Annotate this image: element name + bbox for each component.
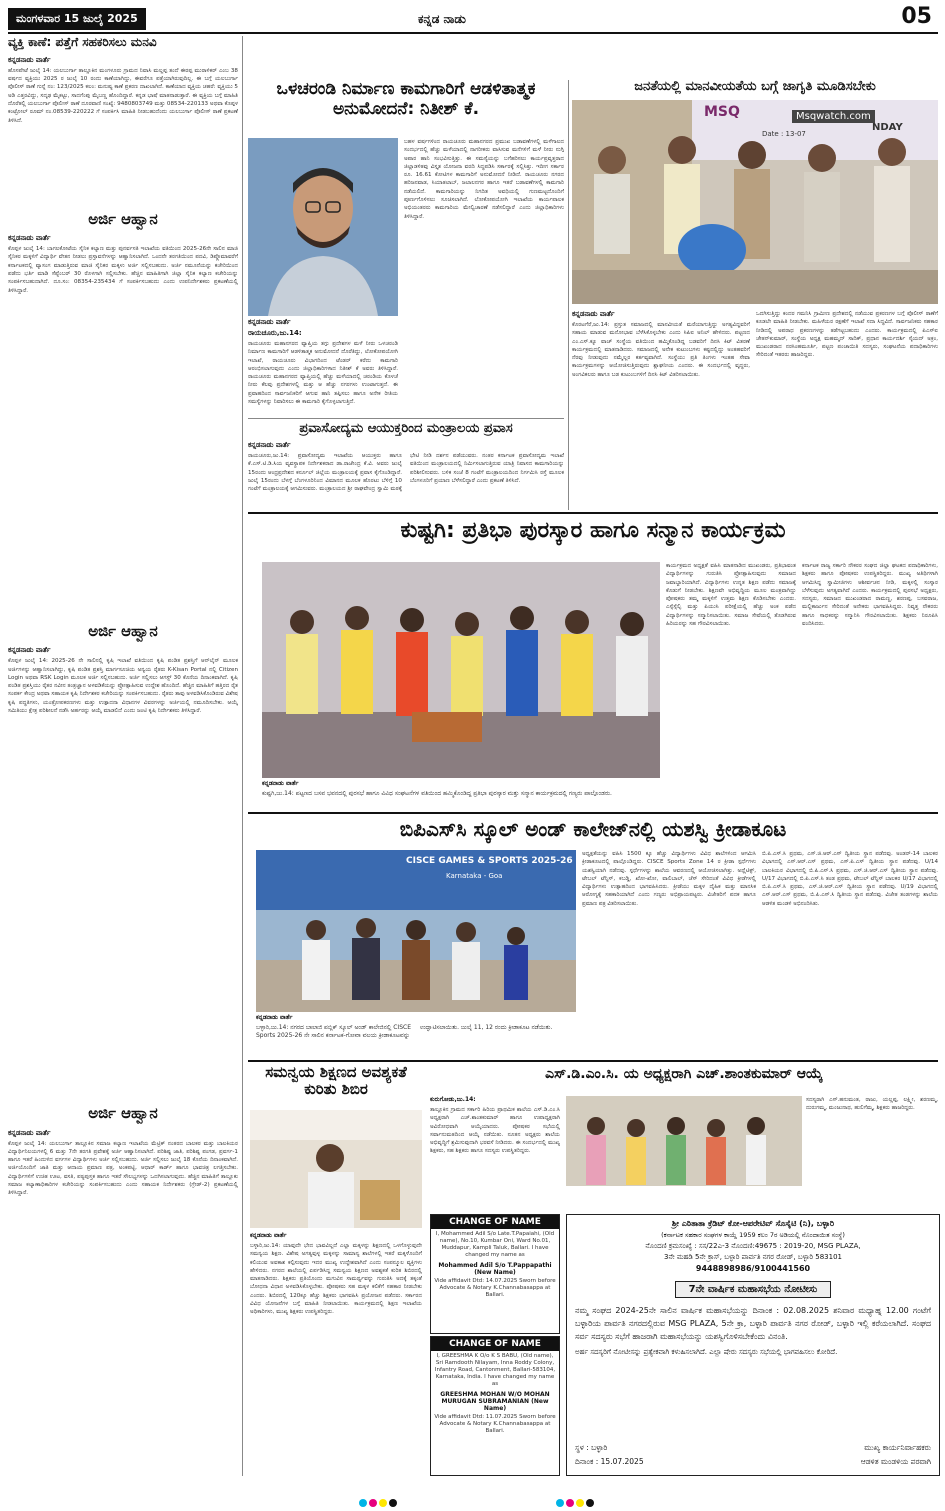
official-portrait: [248, 138, 398, 316]
notice-agenda: ಅರ್ಹ ಸದಸ್ಯರಿಗೆ ನೋಟೀಸನ್ನು ಪ್ರತ್ಯೇಕವಾಗಿ ಕಳುಹಿಸಲಾಗಿದೆ. ಎಲ್ಲಾ ಷೇರು ಸದಸ್ಯರು ಸಭೆಯಲ್ಲಿ ಭಾಗವಹಿಸಲು ಕೋರಿದೆ.: [575, 1348, 838, 1356]
society-act: (ಕರ್ನಾಟಕ ಸಹಕಾರ ಸಂಘಗಳ ಕಾಯ್ದೆ 1959 ಕಲಂ 7ರ ಅಡಿಯಲ್ಲಿ ನೊಂದಾಯಿತ ಸಂಸ್ಥೆ): [661, 1231, 845, 1239]
notice-body: ನಮ್ಮ ಸಂಘದ 2024-25ನೇ ಸಾಲಿನ ವಾರ್ಷಿಕ ಮಹಾಸಭೆಯನ್ನು ದಿನಾಂಕ : 02.08.2025 ಶನಿವಾರ ಮಧ್ಯಾಹ್ನ 12.00 ಗಂಟೆಗೆ ಬಳ್ಳಾರಿಯ ಪಾರ್ವತಿ ನಗರದಲ್ಲಿರುವ MSG PLAZA, 5ನೇ ಕ್ರಾ, ಬಳ್ಳಾರಿ ಪಾರ್ವತಿ ನಗರ ರೋಡ್, ಬಳ್ಳಾರಿ ಇಲ್ಲಿ ಕರೆಯಲಾಗಿದೆ. ಸಂಘದ ಸರ್ವ ಸದಸ್ಯರು ಸಭೆಗೆ ಹಾಜರಾಗಿ ಮಹಾಸಭೆಯನ್ನು ಯಶಸ್ವಿಗೊಳಿಸಬೇಕೆಂದು ವಿನಂತಿ.: [575, 1306, 931, 1341]
samanvaya-story: [248, 1064, 424, 1099]
missing-person-headline: ವ್ಯಕ್ತಿ ಕಾಣೆ: ಪತ್ತೆಗೆ ಸಹಕರಿಸಲು ಮನವಿ: [8, 35, 157, 49]
kushtagi-col-b: [802, 562, 938, 802]
kushtagi-headline: ಕುಷ್ಟಗಿ: ಪ್ರತಿಭಾ ಪುರಸ್ಕಾರ ಹಾಗೂ ಸನ್ಮಾನ ಕಾರ್ಯಕ್ರಮ: [400, 518, 786, 543]
sdmc-members: ಸದಸ್ಯರಾಗಿ ಎಸ್.ಹನುಮಂತ, ರಾಜು, ಯಲ್ಲಪ್ಪ, ಲಕ್ಷ್ಮೀ, ಶರಣಮ್ಮ, ದುರುಗಮ್ಮ, ಮಂಜುನಾಥ, ಹುಲಿಗೆಮ್ಮ, ಶಿಕ್ಷಕರು ಹಾಜರಿದ್ದರು.: [806, 1097, 938, 1112]
page-header: [8, 4, 938, 30]
kushtagi-photo: [262, 562, 660, 778]
sdmc-story: [430, 1066, 938, 1082]
ad-title: CHANGE OF NAME: [431, 1215, 559, 1229]
society-name: ಶ್ರೀ ಎಠಿತಾತಾ ಕ್ರೆಡಿಟ್ ಕೋ-ಆಪರೇಟಿವ್ ಸೊಸೈಟಿ (ನಿ), ಬಳ್ಳಾರಿ: [671, 1219, 835, 1228]
byline: ಕನ್ನಡನಾಡು ವಾರ್ತೆ: [8, 646, 51, 655]
drainage-left-text: [248, 318, 398, 424]
ad-title: CHANGE OF NAME: [431, 1337, 559, 1351]
photo-caption: ಕನ್ನಡನಾಡು ವಾರ್ತೆ: [248, 318, 291, 326]
application-headline-3: ಅರ್ಜಿ ಆಹ್ವಾನ: [88, 1104, 158, 1123]
left-column: [8, 36, 238, 1476]
samanvaya-headline: ಸಮನ್ವಯ ಶಿಕ್ಷಣದ ಅವಶ್ಯಕತೆ ಕುರಿತು ಶಿಬಿರ: [265, 1063, 407, 1099]
byline: ಕನ್ನಡನಾಡು ವಾರ್ತೆ: [250, 1232, 287, 1239]
date-line: ಮಂಗಳವಾರ 15 ಜುಲೈ 2025: [8, 8, 146, 30]
banner-brand: MSQ: [704, 104, 740, 120]
ad-body: I, Mohammed Adil S/o Late.T.Papaiahi, (Old name), No.10, Kumbar Oni, Ward No.01, Muddapur, Kampli Taluk, Ballari. I have changed my name as: [435, 1231, 555, 1258]
notice-date: ದಿನಾಂಕ : 15.07.2025: [575, 1457, 644, 1466]
application-body-2: ಕೊಪ್ಪಳ ಜುಲೈ 14: 2025-26 ನೇ ಸಾಲಿನಲ್ಲಿ ಕೃಷಿ ಇಲಾಖೆ ವತಿಯಿಂದ ಕೃಷಿ ಪಂಡಿತ ಪ್ರಶಸ್ತಿಗೆ ಆನ್‌ಲೈನ್ ಮೂಲಕ ಅರ್ಜಿಗಳನ್ನು ಆಹ್ವಾನಿಸಲಾಗಿದ್ದು, ಕೃಷಿ ಪಂಡಿತ ಪ್ರಶಸ್ತಿ ಮಾರ್ಗಸೂಚಿಯ ಅನ್ವಯ ರೈತರು K-Kisan Portal ನಲ್ಲಿ Citizen Login ಅಥವಾ RSK Login ಮೂಲಕ ಅರ್ಜಿ ಸಲ್ಲಿಸಬಹುದು. ಅರ್ಜಿ ಸಲ್ಲಿಸಲು ಆಗಸ್ಟ್ 30 ಕೊನೆಯ ದಿನಾಂಕವಾಗಿದೆ. ಕೃಷಿ ಪಂಡಿತ ಪ್ರಶಸ್ತಿಯು ರೈತರ ನವೀನ ತಂತ್ರಜ್ಞಾನ ಅಳವಡಿಕೆಯನ್ನು ಪ್ರೋತ್ಸಾಹಿಸುವ ಉದ್ದೇಶ ಹೊಂದಿದೆ. ಹೆಚ್ಚಿನ ಮಾಹಿತಿಗೆ ಹತ್ತಿರದ ರೈತ ಸಂಪರ್ಕ ಕೇಂದ್ರ ಅಥವಾ ಸಹಾಯಕ ಕೃಷಿ ನಿರ್ದೇಶಕರ ಕಚೇರಿಯನ್ನು ಸಂಪರ್ಕಿಸಬಹುದು. ರೈತರು ತಾವು ಅಳವಡಿಸಿಕೊಂಡಿರುವ ವಿಶೇಷ ಕೃಷಿ ಪದ್ಧತಿಗಳು, ಯಂತ್ರೋಪಕರಣಗಳು ಮತ್ತು ಉತ್ಪಾದನಾ ವಿಧಾನಗಳ ವಿವರಗಳನ್ನು ಅರ್ಜಿಯಲ್ಲಿ ನಮೂದಿಸಬೇಕು. ಆಯ್ಕೆ ಸಮಿತಿಯು ಕ್ಷೇತ್ರ ಪರಿಶೀಲನೆ ನಡೆಸಿ ಅರ್ಹರನ್ನು ಆಯ್ಕೆ ಮಾಡಲಿದೆ ಎಂದು ಜಂಟಿ ಕೃಷಿ ನಿರ್ದೇಶಕರು ತಿಳಿಸಿದ್ದಾರೆ.: [8, 658, 238, 715]
samanvaya-text: [250, 1232, 422, 1466]
divider: [248, 418, 564, 419]
application-headline-1: ಅರ್ಜಿ ಆಹ್ವಾನ: [88, 209, 158, 228]
drainage-body-b: ಬಹಳ ವರ್ಷಗಳಿಂದ ರಾಯಚೂರು ಮಹಾನಗರದ ಪ್ರಮುಖ ಬಡಾವಣೆಗಳಲ್ಲಿ ಮಳೆಗಾಲದ ಸಂದರ್ಭದಲ್ಲಿ ಹೆಚ್ಚು ಮಳೆಯಾದಲ್ಲಿ ನಾಗರೀಕರು ವಾಸಿಸುವ ಮನೆಗಳಿಗೆ ಮಳೆ ನೀರು ನುಗ್ಗಿ ಅಪಾರ ಹಾನಿ ಸಂಭವಿಸುತ್ತಿತ್ತು. ಈ ಸಮಸ್ಯೆಯನ್ನು ಬಗೆಹರಿಸಲು ಕಾರ್ಯಪ್ರವೃತ್ತರಾದ ಜಿಲ್ಲಾಡಳಿತವು ವಿಸ್ತೃತ ಯೋಜನಾ ವರದಿ ಸಿದ್ಧಪಡಿಸಿ ಸರ್ಕಾರಕ್ಕೆ ಸಲ್ಲಿಸಿತ್ತು. ಇದೀಗ ಸರ್ಕಾರ ರೂ. 16.61 ಕೋಟಿಗಳ ಕಾಮಗಾರಿಗೆ ಅನುಮೋದನೆ ನೀಡಿದೆ. ರಾಯಚೂರು ನಗರದ ಹರಿಜನವಾಡ, ಸಿಯಾತಲಾಬ್, ಜಲಾಲನಗರ ಹಾಗೂ ಇತರೆ ಬಡಾವಣೆಗಳಲ್ಲಿ ಕಾಮಗಾರಿ ನಡೆಯಲಿದೆ. ಕಾಮಗಾರಿಯನ್ನು ನಿಗದಿತ ಅವಧಿಯಲ್ಲಿ ಗುಣಮಟ್ಟದೊಂದಿಗೆ ಪೂರ್ಣಗೊಳಿಸಲು ಸೂಚಿಸಲಾಗಿದೆ. ಲೋಕೋಪಯೋಗಿ ಇಲಾಖೆಯ ಕಾರ್ಯಪಾಲಕ ಅಭಿಯಂತರರು ಕಾಮಗಾರಿಯ ಮೇಲ್ವಿಚಾರಣೆ ನಡೆಸಲಿದ್ದಾರೆ ಎಂದು ಜಿಲ್ಲಾಧಿಕಾರಿಗಳು ತಿಳಿಸಿದ್ದಾರೆ.: [404, 139, 564, 220]
byline: ಕನ್ನಡನಾಡು ವಾರ್ತೆ: [8, 55, 51, 64]
section-rule: [248, 512, 938, 514]
byline: ಕನ್ನಡನಾಡು ವಾರ್ತೆ: [262, 780, 299, 787]
humanity-photo: [572, 100, 938, 304]
application-headline-2: ಅರ್ಜಿ ಆಹ್ವಾನ: [88, 622, 158, 641]
ad-footer: Vide affidavit Dtd: 14.07.2025 Sworn before Advocate & Notary K.Channabasappa at Ballari.: [434, 1278, 556, 1298]
sports-body-a: ಅಧ್ಯಕ್ಷತೆಯನ್ನು ವಹಿಸಿ 1500 ಕ್ಕೂ ಹೆಚ್ಚು ವಿದ್ಯಾರ್ಥಿಗಳು ವಿವಿಧ ಶಾಲೆಗಳಿಂದ ಆಗಮಿಸಿ ಕ್ರೀಡಾಕೂಟದಲ್ಲಿ ಪಾಲ್ಗೊಂಡಿದ್ದರು. CISCE Sports Zone 14 ರ ಕ್ರೀಡಾ ಸ್ಪರ್ಧೆಗಳು ಯಶಸ್ವಿಯಾಗಿ ನಡೆದವು. ಸ್ಪರ್ಧೆಗಳನ್ನು ಶಾಲೆಯ ಆವರಣದಲ್ಲಿ ಆಯೋಜಿಸಲಾಗಿತ್ತು. ಅಥ್ಲೆಟಿಕ್ಸ್, ಟೇಬಲ್ ಟೆನ್ನಿಸ್, ಕಬಡ್ಡಿ, ಖೋ-ಖೋ, ವಾಲಿಬಾಲ್, ಚೆಸ್ ಸೇರಿದಂತೆ ವಿವಿಧ ಕ್ರೀಡೆಗಳಲ್ಲಿ ವಿದ್ಯಾರ್ಥಿಗಳು ಉತ್ಸಾಹದಿಂದ ಭಾಗವಹಿಸಿದರು. ಕ್ರೀಡೆಯು ಮಕ್ಕಳ ದೈಹಿಕ ಮತ್ತು ಮಾನಸಿಕ ಆರೋಗ್ಯಕ್ಕೆ ಸಹಕಾರಿಯಾಗಿದೆ ಎಂದು ಗಣ್ಯರು ಅಭಿಪ್ರಾಯಪಟ್ಟರು. ವಿಜೇತರಿಗೆ ಪದಕ ಹಾಗೂ ಪ್ರಮಾಣ ಪತ್ರ ವಿತರಿಸಲಾಯಿತು.: [582, 851, 756, 907]
samanvaya-photo: [250, 1110, 422, 1228]
missing-person-body: ಹೊಸಪೇಟೆ ಜುಲೈ 14: ಯಲಬುರ್ಗಾ ತಾಲ್ಲೂಕಿನ ಮಂಗಳೂರು ಗ್ರಾಮದ ನಿವಾಸಿ ಮಲ್ಲಪ್ಪ ತಂದೆ ಈರಪ್ಪ ಮುರಾಳಿಕರ್ ಎಂಬ 38 ವರ್ಷದ ವ್ಯಕ್ತಿಯು 2025 ರ ಜುಲೈ 10 ರಂದು ಕಾಣೆಯಾಗಿದ್ದು, ಈವರೆಗೂ ಪತ್ತೆಯಾಗಿರುವುದಿಲ್ಲ. ಈ ಬಗ್ಗೆ ಯಲಬುರ್ಗಾ ಪೊಲೀಸ್ ಠಾಣೆ ಗುನ್ನೆ ನಂ: 123/2025 ಕಲಂ: ಮನುಷ್ಯ ಕಾಣೆ ಪ್ರಕರಣ ದಾಖಲಾಗಿದೆ. ಕಾಣೆಯಾದ ವ್ಯಕ್ತಿಯ ಚಹರೆ: ವ್ಯಕ್ತಿಯು 5 ಅಡಿ ಎತ್ತರವಿದ್ದು, ಸದೃಢ ಮೈಕಟ್ಟು, ಸಾದಗೆಂಪು ಮೈಬಣ್ಣ ಹೊಂದಿದ್ದಾರೆ. ಕನ್ನಡ ಭಾಷೆ ಮಾತನಾಡುತ್ತಾರೆ. ಈ ವ್ಯಕ್ತಿಯ ಬಗ್ಗೆ ಮಾಹಿತಿ ದೊರೆತಲ್ಲಿ ಯಲಬುರ್ಗಾ ಪೊಲೀಸ್ ಠಾಣೆ ದೂರವಾಣಿ ಸಂಖ್ಯೆ: 9480803749 ಮತ್ತು 08534-220133 ಅಥವಾ ಕೊಪ್ಪಳ ಕಂಟ್ರೋಲ್ ರೂಮ್ ನಂ.08539-220222 ಗೆ ಸಂಪರ್ಕಿಸಿ ಮಾಹಿತಿ ನೀಡಬಹುದೆಂದು ಯಲಬುರ್ಗಾ ಪೊಲೀಸ್ ಠಾಣೆ ಪ್ರಕಟಣೆ ತಿಳಿಸಿದೆ.: [8, 67, 238, 124]
banner-subtitle: Karnataka - Goa: [446, 872, 503, 880]
sports-photo: [256, 850, 576, 1012]
ad-new-name: Mohammed Adil S/o T.Pappapathi (New Name): [438, 1262, 552, 1276]
drainage-headline: ಒಳಚರಂಡಿ ನಿರ್ಮಾಣ ಕಾಮಗಾರಿಗೆ ಆಡಳಿತಾತ್ಮಕ ಅನುಮೋದನೆ: ನಿತೀಶ್ ಕೆ.: [276, 79, 536, 119]
drainage-body-a: ರಾಯಚೂರು ಮಹಾನಗರದ ವ್ಯಾಪ್ತಿಯ ತಗ್ಗು ಪ್ರದೇಶಗಳ ಮಳೆ ನೀರು ಒಳಚರಂಡಿ ನಿರ್ಮಾಣ ಕಾಮಗಾರಿಗೆ ಆಡಳಿತಾತ್ಮಕ ಅನುಮೋದನೆ ದೊರೆತಿದ್ದು, ಲೋಕೋಪಯೋಗಿ ಇಲಾಖೆ, ರಾಯಚೂರು ವಿಭಾಗದಿಂದ ಟೆಂಡರ್ ಕರೆದು ಕಾಮಗಾರಿ ಆರಂಭಿಸಲಾಗುವುದು ಎಂದು ಜಿಲ್ಲಾಧಿಕಾರಿಗಳಾದ ನಿತೀಶ್ ಕೆ ಅವರು ತಿಳಿಸಿದ್ದಾರೆ. ರಾಯಚೂರು ಮಹಾನಗರದ ವ್ಯಾಪ್ತಿಯಲ್ಲಿ ಹೆಚ್ಚು ಮಳೆಯಾದಲ್ಲಿ ಚರಂಡಿಯ ಕೊಳಚೆ ನೀರು ಕೆಲವು ಪ್ರದೇಶಗಳಲ್ಲಿ ಮತ್ತು ಆ ಹೆಚ್ಚು ನಗರಗಳು ಉಂಟಾಗುತ್ತದೆ. ಈ ಪ್ರವಾಹದಿಂದ ಸಾರ್ವಜನಿಕರಿಗೆ ಆಗುವ ಹಾನಿ ತಪ್ಪಿಸಲು ಹಾಗೂ ಅನೇಕ ರೀತಿಯ ಸಮಸ್ಯೆಗಳನ್ನು ನಿವಾರಿಸಲು ಈ ಕಾಮಗಾರಿ ಕೈಗೊಳ್ಳಲಾಗುತ್ತಿದೆ.: [248, 341, 398, 406]
sdmc-headline: ಎಸ್.ಡಿ.ಎಂ.ಸಿ. ಯ ಅಧ್ಯಕ್ಷರಾಗಿ ಎಚ್.ಶಾಂತಕುಮಾರ್ ಆಯ್ಕೆ: [545, 1066, 823, 1082]
sports-col-b: [762, 850, 938, 1054]
drainage-right-text: [404, 138, 564, 410]
society-phone: 9448898986/9100441560: [695, 1264, 811, 1273]
sdmc-text: [430, 1096, 560, 1196]
kushtagi-story: [248, 518, 938, 543]
agm-notice: [566, 1214, 940, 1476]
dateline: ಕುರುಗೋಡು,ಜು.14:: [430, 1096, 476, 1103]
ad-body: I, GREESHMA K O/o K S BABU, (Old name), Sri Ramdooth Nilayam, Inna Roddy Colony, Infantry Road, Cantonment, Ballari-583104, Karnataka, India. I have changed my name as: [434, 1353, 556, 1387]
sports-headline: ಬಿಪಿಎಸ್‌ಸಿ ಸ್ಕೂಲ್ ಅಂಡ್ ಕಾಲೇಜ್‌ನಲ್ಲಿ ಯಶಸ್ವಿ ಕ್ರೀಡಾಕೂಟ: [399, 817, 787, 841]
registration-marks: [358, 1492, 398, 1511]
humanity-left-text: [572, 310, 750, 507]
notice-signatory-2: ಆಡಳಿತ ಮಂಡಳಿಯ ಪರವಾಗಿ: [860, 1457, 931, 1466]
byline: ಕನ್ನಡನಾಡು ವಾರ್ತೆ: [8, 1128, 51, 1137]
column-divider: [568, 80, 569, 510]
application-body-1: ಕೊಪ್ಪಳ ಜುಲೈ 14: ಬಾಗಲಕೋಟೆಯ ಸೈನಿಕ ಕಲ್ಯಾಣ ಮತ್ತು ಪುನರ್ವಸತಿ ಇಲಾಖೆಯ ವತಿಯಿಂದ 2025-26ನೇ ಸಾಲಿನ ಮಾಜಿ ಸೈನಿಕರ ಮಕ್ಕಳಿಗೆ ವಿದ್ಯಾರ್ಥಿ ವೇತನ ನೀಡಲು ಪ್ರಸ್ತಾವನೆಗಳನ್ನು ಆಹ್ವಾನಿಸಲಾಗಿದೆ. ಒಂದನೇ ತರಗತಿಯಿಂದ ಪದವಿ, ಡಿಪ್ಲೊಮಾವರೆಗೆ ಕರ್ನಾಟಕದಲ್ಲಿ ವ್ಯಾಸಂಗ ಮಾಡುತ್ತಿರುವ ಮಾಜಿ ಸೈನಿಕರ ಮಕ್ಕಳು ಅರ್ಜಿ ಸಲ್ಲಿಸಬಹುದು. ಅರ್ಜಿ ನಮೂನೆಯನ್ನು ಕಚೇರಿಯಿಂದ ಪಡೆದು ಭರ್ತಿ ಮಾಡಿ ಸೆಪ್ಟೆಂಬರ್ 30 ರೊಳಗಾಗಿ ಸಲ್ಲಿಸಬೇಕು. ಹೆಚ್ಚಿನ ಮಾಹಿತಿಗಾಗಿ ಜಿಲ್ಲಾ ಸೈನಿಕ ಕಲ್ಯಾಣ ಕಚೇರಿಯನ್ನು ಸಂಪರ್ಕಿಸಬಹುದಾಗಿದೆ. ದೂ.ಸಂ: 08354-235434 ಗೆ ಸಂಪರ್ಕಿಸಬಹುದು ಎಂದು ಉಪನಿರ್ದೇಶಕರು ಪ್ರಕಟಣೆಯಲ್ಲಿ ತಿಳಿಸಿದ್ದಾರೆ.: [8, 246, 238, 294]
humanity-right-text: [756, 310, 938, 508]
group-photo: [566, 1096, 802, 1186]
notice-signatory-1: ಮುಖ್ಯ ಕಾರ್ಯನಿರ್ವಾಹಕರು: [864, 1443, 931, 1452]
samanvaya-body: ಬಳ್ಳಾರಿ,ಜು.14: ಯಾವುದೇ ಭೇದ ಭಾವವಿಲ್ಲದೆ ಎಲ್ಲಾ ಮಕ್ಕಳನ್ನು ಶಿಕ್ಷಣದಲ್ಲಿ ಒಳಗೊಳ್ಳುವುದೇ ಸಮನ್ವಯ ಶಿಕ್ಷಣ. ವಿಶೇಷ ಅಗತ್ಯವುಳ್ಳ ಮಕ್ಕಳನ್ನು ಸಾಮಾನ್ಯ ಶಾಲೆಗಳಲ್ಲಿ ಇತರೆ ಮಕ್ಕಳೊಂದಿಗೆ ಕಲಿಯುವ ಅವಕಾಶ ಕಲ್ಪಿಸುವುದು ಇದರ ಮುಖ್ಯ ಉದ್ದೇಶವಾಗಿದೆ ಎಂದು ಸಂಪನ್ಮೂಲ ವ್ಯಕ್ತಿಗಳು ಹೇಳಿದರು. ನಗರದ ಶಾಲೆಯಲ್ಲಿ ಏರ್ಪಡಿಸಿದ್ದ ಸಮನ್ವಯ ಶಿಕ್ಷಣದ ಅವಶ್ಯಕತೆ ಕುರಿತ ಶಿಬಿರದಲ್ಲಿ ಮಾತನಾಡಿದರು. ಶಿಕ್ಷಕರು ಪ್ರತಿಯೊಂದು ಮಗುವಿನ ಸಾಮರ್ಥ್ಯವನ್ನು ಗುರುತಿಸಿ ಅದಕ್ಕೆ ತಕ್ಕಂತೆ ಬೋಧನಾ ವಿಧಾನ ಅಳವಡಿಸಿಕೊಳ್ಳಬೇಕು. ಪೋಷಕರು ಸಹ ಮಕ್ಕಳ ಕಲಿಕೆಗೆ ಸಹಕಾರ ನೀಡಬೇಕು ಎಂದರು. ಶಿಬಿರದಲ್ಲಿ 120ಕ್ಕೂ ಹೆಚ್ಚು ಶಿಕ್ಷಕರು ಭಾಗವಹಿಸಿ ಪ್ರಯೋಜನ ಪಡೆದರು. ಸರ್ಕಾರದ ವಿವಿಧ ಯೋಜನೆಗಳ ಬಗ್ಗೆ ಮಾಹಿತಿ ನೀಡಲಾಯಿತು. ಕಾರ್ಯಕ್ರಮದಲ್ಲಿ ಶಿಕ್ಷಣ ಇಲಾಖೆಯ ಅಧಿಕಾರಿಗಳು, ಮುಖ್ಯ ಶಿಕ್ಷಕರು ಉಪಸ್ಥಿತರಿದ್ದರು.: [250, 1243, 422, 1316]
registration-marks: [555, 1492, 595, 1511]
kushtagi-body-b: ಕರ್ನಾಟಕ ರಾಜ್ಯ ಸರ್ಕಾರಿ ನೌಕರರ ಸಂಘದ ಜಿಲ್ಲಾ ಘಟಕದ ಪದಾಧಿಕಾರಿಗಳು, ಶಿಕ್ಷಕರು ಹಾಗೂ ಪೋಷಕರು ಉಪಸ್ಥಿತರಿದ್ದರು. ಮುಖ್ಯ ಅತಿಥಿಗಳಾಗಿ ಆಗಮಿಸಿದ್ದ ಸ್ವಾಮೀಜಿಗಳು ಆಶೀರ್ವಚನ ನೀಡಿ, ಮಕ್ಕಳಲ್ಲಿ ಸಂಸ್ಕಾರ ಬೆಳೆಸುವುದು ಅಗತ್ಯವಾಗಿದೆ ಎಂದರು. ಕಾರ್ಯಕ್ರಮದಲ್ಲಿ ಪುರಸಭೆ ಅಧ್ಯಕ್ಷರು, ಸದಸ್ಯರು, ಸಮಾಜದ ಮುಖಂಡರಾದ ರಾಮಣ್ಣ, ಶರಣಪ್ಪ, ಬಸವರಾಜ, ಮಲ್ಲಿಕಾರ್ಜುನ ಸೇರಿದಂತೆ ಅನೇಕರು ಭಾಗವಹಿಸಿದ್ದರು. ನಿವೃತ್ತ ನೌಕರರು ಹಾಗೂ ಸಾಧಕರನ್ನು ಸನ್ಮಾನಿಸಿ ಗೌರವಿಸಲಾಯಿತು. ಶಿಕ್ಷಕರು ನಿರೂಪಿಸಿ ವಂದಿಸಿದರು.: [802, 563, 938, 628]
notice-title: 7ನೇ ವಾರ್ಷಿಕ ಮಹಾಸಭೆಯ ನೋಟೀಸು: [675, 1281, 831, 1298]
section-rule: [248, 1060, 938, 1062]
society-reg: ನೊಂದಣಿ ಕ್ರಮಸಂಖ್ಯೆ : ಸಸ/22ಎ-3 ನೊಂದಣಿ:49675 : 2019-20, MSG PLAZA,: [645, 1242, 861, 1250]
banner-day: NDAY: [872, 122, 903, 133]
ad-new-name: GREESHMA MOHAN W/O MOHAN MURUGAN SUBRAMANIAN (New Name): [440, 1391, 550, 1412]
humanity-body-b: ಒದಗಿಸುತ್ತಿದ್ದು ಕಂದರ ಗಮನಿಸಿ ಗ್ರಾಮೀಣ ಪ್ರದೇಶದಲ್ಲಿ ನಡೆಯುವ ಪ್ರಕರಣಗಳ ಬಗ್ಗೆ ಪೊಲೀಸ್ ಠಾಣೆಗೆ ಕೂಡಲೇ ಮಾಹಿತಿ ನೀಡಬೇಕು. ಮಹಿಳೆಯರ ರಕ್ಷಣೆಗೆ ಇಲಾಖೆ ಸದಾ ಸಿದ್ಧವಿದೆ. ಸಾರ್ವಜನಿಕರು ಸಹಕಾರ ನೀಡಿದಲ್ಲಿ ಅಪರಾಧ ಪ್ರಕರಣಗಳನ್ನು ತಡೆಗಟ್ಟಬಹುದು ಎಂದರು. ಕಾರ್ಯಕ್ರಮದಲ್ಲಿ ಪಿಎಸ್‌ಐ ಚೇತನ್‌ಕುಮಾರ್, ಸಂಸ್ಥೆಯ ಅಧ್ಯಕ್ಷ ಮಹಮ್ಮದ್ ಸಾದಿಕ್, ಪ್ರಧಾನ ಕಾರ್ಯದರ್ಶಿ ಸೈಯದ್ ಅಕ್ರಂ, ಮುಖಂಡರಾದ ನರಸಿಂಹಮೂರ್ತಿ, ಪಟ್ಟಣ ಪಂಚಾಯಿತಿ ಸದಸ್ಯರು, ಸಂಘಟನೆಯ ಪದಾಧಿಕಾರಿಗಳು ಸೇರಿದಂತೆ ಇತರರು ಹಾಜರಿದ್ದರು.: [756, 311, 938, 359]
dateline: ರಾಯಚೂರು,ಜು.14:: [248, 329, 302, 337]
header-rule: [8, 32, 938, 34]
section-rule: [248, 812, 938, 814]
ad-footer: Vide affidavit Dtd: 11.07.2025 Sworn before Advocate & Notary K.Channabasappa at Ballari.: [434, 1414, 556, 1434]
speaker-photo: [250, 1110, 422, 1228]
byline: ಕನ್ನಡನಾಡು ವಾರ್ತೆ: [256, 1014, 293, 1021]
kushtagi-body-a: ಕಾರ್ಯಕ್ರಮದ ಅಧ್ಯಕ್ಷತೆ ವಹಿಸಿ ಮಾತನಾಡಿದ ಮುಖಂಡರು, ಪ್ರತಿಭಾವಂತ ವಿದ್ಯಾರ್ಥಿಗಳನ್ನು ಗುರುತಿಸಿ ಪ್ರೋತ್ಸಾಹಿಸುವುದು ಸಮಾಜದ ಜವಾಬ್ದಾರಿಯಾಗಿದೆ. ವಿದ್ಯಾರ್ಥಿಗಳು ಉನ್ನತ ಶಿಕ್ಷಣ ಪಡೆದು ಸಮಾಜಕ್ಕೆ ಕೊಡುಗೆ ನೀಡಬೇಕು. ಶಿಕ್ಷಣವೇ ಅಭಿವೃದ್ಧಿಯ ಮೂಲ ಮಂತ್ರವಾಗಿದ್ದು ಪೋಷಕರು ತಮ್ಮ ಮಕ್ಕಳಿಗೆ ಉತ್ತಮ ಶಿಕ್ಷಣ ಕೊಡಿಸಬೇಕು ಎಂದರು. ಎಸ್ಸೆಸ್ಸೆಲ್ಸಿ ಮತ್ತು ಪಿಯುಸಿ ಪರೀಕ್ಷೆಯಲ್ಲಿ ಹೆಚ್ಚು ಅಂಕ ಪಡೆದ ವಿದ್ಯಾರ್ಥಿಗಳನ್ನು ಸನ್ಮಾನಿಸಲಾಯಿತು. ಸಮಾಜ ಸೇವೆಯಲ್ಲಿ ತೊಡಗಿರುವ ಹಿರಿಯರನ್ನು ಸಹ ಗೌರವಿಸಲಾಯಿತು.: [666, 563, 796, 628]
byline: ಕನ್ನಡನಾಡು ವಾರ್ತೆ: [8, 234, 51, 243]
humanity-story: [572, 80, 938, 95]
sports-caption: ಬಳ್ಳಾರಿ,ಜು.14: ನಗರದ ಬಾಲಾಜಿ ಪಬ್ಲಿಕ್ ಸ್ಕೂಲ್ ಅಂಡ್ ಕಾಲೇಜಿನಲ್ಲಿ CISCE Sports 2025-26 ನೇ ಸಾಲಿನ ಕರ್ನಾಟಕ-ಗೋವಾ ವಲಯ ಕ್ರೀಡಾಕೂಟವನ್ನು ಉದ್ಘಾಟಿಸಲಾಯಿತು. ಜುಲೈ 11, 12 ರಂದು ಕ್ರೀಡಾಕೂಟ ನಡೆಯಿತು.: [256, 1024, 553, 1039]
tourism-body: ರಾಯಚೂರು,ಜು.14: ಪ್ರವಾಸೋದ್ಯಮ ಇಲಾಖೆಯ ಆಯುಕ್ತರು ಹಾಗೂ ಕೆ.ಎಸ್.ಟಿ.ಡಿ.ಸಿಯ ವ್ಯವಸ್ಥಾಪಕ ನಿರ್ದೇಶಕರಾದ ಡಾ.ರಾಜೇಂದ್ರ ಕೆ.ವಿ. ಅವರು ಜುಲೈ 15ರಂದು ಆಂಧ್ರಪ್ರದೇಶದ ಕರ್ನೂಲ್ ಜಿಲ್ಲೆಯ ಮಂತ್ರಾಲಯಕ್ಕೆ ಪ್ರವಾಸ ಕೈಗೊಂಡಿದ್ದಾರೆ. ಜುಲೈ 15ರಂದು ಬೆಳಗ್ಗೆ ಬೆಂಗಳೂರಿನಿಂದ ವಿಮಾನದ ಮೂಲಕ ಹೊರಟು ಬೆಳಿಗ್ಗೆ 10 ಗಂಟೆಗೆ ಮಂತ್ರಾಲಯಕ್ಕೆ ಆಗಮಿಸುವರು. ಮಂತ್ರಾಲಯದ ಶ್ರೀ ರಾಘವೇಂದ್ರ ಸ್ವಾಮಿ ಮಠಕ್ಕೆ ಭೇಟಿ ನೀಡಿ ದರ್ಶನ ಪಡೆಯುವರು. ನಂತರ ಕರ್ನಾಟಕ ಪ್ರವಾಸೋದ್ಯಮ ಇಲಾಖೆ ವತಿಯಿಂದ ಮಂತ್ರಾಲಯದಲ್ಲಿ ನಿರ್ಮಿಸಲಾಗುತ್ತಿರುವ ಯಾತ್ರಿ ನಿವಾಸದ ಕಾಮಗಾರಿಯನ್ನು ಪರಿಶೀಲಿಸುವರು. ಬಳಿಕ ಸಂಜೆ 8 ಗಂಟೆಗೆ ಮಂತ್ರಾಲಯದಿಂದ ನಿರ್ಗಮಿಸಿ ರಸ್ತೆ ಮೂಲಕ ಬೆಂಗಳೂರಿಗೆ ಪ್ರಯಾಣ ಬೆಳೆಸಲಿದ್ದಾರೆ ಎಂದು ಪ್ರಕಟಣೆ ತಿಳಿಸಿದೆ.: [248, 452, 564, 493]
humanity-body-a: ಕೊರಟಗೆರೆ,ಜು.14: ಪ್ರಸ್ತುತ ಸಮಾಜದಲ್ಲಿ ಮಾನವೀಯತೆ ಮರೆಯಾಗುತ್ತಿದ್ದು ಅಗತ್ಯವಿದ್ದವರಿಗೆ ಸಹಾಯ ಮಾಡುವ ಮನೋಭಾವ ಬೆಳೆಸಿಕೊಳ್ಳಬೇಕು ಎಂದು ಸಿಪಿಐ ಅನಿಲ್ ಹೇಳಿದರು. ಪಟ್ಟಣದ ಎಂ.ಎಸ್.ಕ್ಯೂ ವಾಚ್ ಸಂಸ್ಥೆಯ ವತಿಯಿಂದ ಹಮ್ಮಿಕೊಂಡಿದ್ದ ಬಡವರಿಗೆ ದಿನಸಿ ಕಿಟ್ ವಿತರಣೆ ಕಾರ್ಯಕ್ರಮದಲ್ಲಿ ಮಾತನಾಡಿದರು. ಸಮಾಜದಲ್ಲಿ ಅನೇಕ ಕುಟುಂಬಗಳು ಕಷ್ಟದಲ್ಲಿದ್ದು ಅಂತಹವರಿಗೆ ನೆರವು ನೀಡುವುದು ನಮ್ಮೆಲ್ಲರ ಕರ್ತವ್ಯವಾಗಿದೆ. ಸಂಸ್ಥೆಯು ಪ್ರತಿ ತಿಂಗಳು ಇಂತಹ ಸೇವಾ ಕಾರ್ಯಕ್ರಮಗಳನ್ನು ಆಯೋಜಿಸುತ್ತಿರುವುದು ಶ್ಲಾಘನೀಯ ಎಂದರು. ಈ ಸಂದರ್ಭದಲ್ಲಿ ವೃದ್ಧರು, ಅಂಗವಿಕಲರು ಹಾಗೂ ಬಡ ಕುಟುಂಬಗಳಿಗೆ ದಿನಸಿ ಕಿಟ್ ವಿತರಿಸಲಾಯಿತು.: [572, 322, 750, 378]
sports-story: [248, 818, 938, 841]
page-number: 05: [901, 4, 932, 29]
masthead: ಕನ್ನಡ ನಾಡು: [418, 12, 466, 26]
kushtagi-caption: ಕುಷ್ಟಗಿ,ಜು.14: ಪಟ್ಟಣದ ಬಸವ ಭವನದಲ್ಲಿ ಪುರಸಭೆ ಹಾಗೂ ವಿವಿಧ ಸಂಘಟನೆಗಳ ವತಿಯಿಂದ ಹಮ್ಮಿಕೊಂಡಿದ್ದ ಪ್ರತಿಭಾ ಪುರಸ್ಕಾರ ಮತ್ತು ಸನ್ಮಾನ ಕಾರ್ಯಕ್ರಮದಲ್ಲಿ ಗಣ್ಯರು ಪಾಲ್ಗೊಂಡರು.: [262, 790, 612, 797]
society-address: 3ನೇ ಮಹಡಿ 5ನೇ ಕ್ರಾಸ್, ಬಳ್ಳಾರಿ ಪಾರ್ವತಿ ನಗರ ರೋಡ್, ಬಳ್ಳಾರಿ 583101: [664, 1253, 842, 1261]
sdmc-members-area: [806, 1096, 938, 1186]
application-body-3: ಕೊಪ್ಪಳ ಜುಲೈ 14: ಯಲಬುರ್ಗಾ ತಾಲ್ಲೂಕಿನ ಸಮಾಜ ಕಲ್ಯಾಣ ಇಲಾಖೆಯ ಮೆಟ್ರಿಕ್ ನಂತರದ ಬಾಲಕರ ಮತ್ತು ಬಾಲಕಿಯರ ವಿದ್ಯಾರ್ಥಿನಿಲಯಗಳಲ್ಲಿ 6 ಮತ್ತು 7ನೇ ತರಗತಿ ಪ್ರವೇಶಕ್ಕೆ ಅರ್ಜಿ ಆಹ್ವಾನಿಸಲಾಗಿದೆ. ಪರಿಶಿಷ್ಟ ಜಾತಿ, ಪರಿಶಿಷ್ಟ ಪಂಗಡ, ಪ್ರವರ್ಗ-1 ಹಾಗೂ ಇತರೆ ಹಿಂದುಳಿದ ವರ್ಗಗಳ ವಿದ್ಯಾರ್ಥಿಗಳು ಅರ್ಜಿ ಸಲ್ಲಿಸಬಹುದು. ಅರ್ಜಿ ಸಲ್ಲಿಸಲು ಜುಲೈ 18 ಕೊನೆಯ ದಿನಾಂಕವಾಗಿದೆ. ಅರ್ಜಿಯೊಂದಿಗೆ ಜಾತಿ ಮತ್ತು ಆದಾಯ ಪ್ರಮಾಣ ಪತ್ರ, ಅಂಕಪಟ್ಟಿ, ಆಧಾರ್ ಕಾರ್ಡ್ ಹಾಗೂ ಭಾವಚಿತ್ರ ಲಗತ್ತಿಸಬೇಕು. ವಿದ್ಯಾರ್ಥಿಗಳಿಗೆ ಉಚಿತ ಊಟ, ವಸತಿ, ಪಠ್ಯಪುಸ್ತಕ ಹಾಗೂ ಇತರೆ ಸೌಲಭ್ಯಗಳನ್ನು ಒದಗಿಸಲಾಗುವುದು. ಹೆಚ್ಚಿನ ಮಾಹಿತಿಗೆ ತಾಲ್ಲೂಕು ಸಮಾಜ ಕಲ್ಯಾಣಾಧಿಕಾರಿಗಳ ಕಚೇರಿಯನ್ನು ಸಂಪರ್ಕಿಸಬಹುದು ಎಂದು ಸಹಾಯಕ ನಿರ್ದೇಶಕರು (ಗ್ರೇಡ್-2) ಪ್ರಕಟಣೆಯಲ್ಲಿ ತಿಳಿಸಿದ್ದಾರೆ.: [8, 1140, 238, 1197]
byline: ಕನ್ನಡನಾಡು ವಾರ್ತೆ: [572, 310, 615, 318]
banner-date: Date : 13-07: [762, 130, 806, 138]
tourism-story: [248, 422, 564, 518]
drainage-story: [248, 80, 564, 119]
banner-site: Msqwatch.com: [792, 110, 875, 123]
byline: ಕನ್ನಡನಾಡು ವಾರ್ತೆ: [248, 440, 291, 449]
tourism-headline: ಪ್ರವಾಸೋದ್ಯಮ ಆಯುಕ್ತರಿಂದ ಮಂತ್ರಾಲಯ ಪ್ರವಾಸ: [299, 421, 513, 436]
notice-place: ಸ್ಥಳ : ಬಳ್ಳಾರಿ: [575, 1443, 608, 1452]
humanity-headline: ಜನತೆಯಲ್ಲಿ ಮಾನವೀಯತೆಯ ಬಗ್ಗೆ ಜಾಗೃತಿ ಮೂಡಿಸಬೇಕು: [634, 79, 876, 94]
change-of-name-ad-1: [430, 1214, 560, 1334]
banner-title: CISCE GAMES & SPORTS 2025-26: [406, 856, 573, 866]
change-of-name-ad-2: [430, 1336, 560, 1476]
sports-col-a: [582, 850, 756, 1054]
column-divider: [242, 36, 243, 1476]
sports-caption-area: [256, 1014, 576, 1064]
sports-body-b: ಬಿ.ಪಿ.ಎಸ್.ಸಿ ಪ್ರಥಮ, ಎಸ್.ಜಿ.ಆರ್.ಎಸ್ ದ್ವಿತೀಯ ಸ್ಥಾನ ಪಡೆದವು. ಅಂಡರ್-14 ಬಾಲಕರ ವಿಭಾಗದಲ್ಲಿ ಎಸ್.ಆರ್.ಎಸ್ ಪ್ರಥಮ, ಎಸ್.ಪಿ.ಎಸ್ ದ್ವಿತೀಯ ಸ್ಥಾನ ಪಡೆದವು. U/14 ಬಾಲಕಿಯರ ವಿಭಾಗದಲ್ಲಿ ಬಿ.ಪಿ.ಎಸ್.ಸಿ ಪ್ರಥಮ, ಎಸ್.ಜಿ.ಆರ್.ಎಸ್ ದ್ವಿತೀಯ ಸ್ಥಾನ ಪಡೆದವು. U/17 ವಿಭಾಗದಲ್ಲಿ ಬಿ.ಪಿ.ಎಸ್.ಸಿ ತಂಡ ಪ್ರಥಮ, ಟೇಬಲ್ ಟೆನ್ನಿಸ್ ಬಾಲಕರ U/17 ವಿಭಾಗದಲ್ಲಿ ಬಿ.ಪಿ.ಎಸ್.ಸಿ ಪ್ರಥಮ, ಎಸ್.ಜಿ.ಆರ್.ಎಸ್ ದ್ವಿತೀಯ ಸ್ಥಾನ ಪಡೆದವು. U/19 ವಿಭಾಗದಲ್ಲಿ ಎಸ್.ಆರ್.ಎಸ್ ಪ್ರಥಮ, ಬಿ.ಪಿ.ಎಸ್.ಸಿ ದ್ವಿತೀಯ ಸ್ಥಾನ ಪಡೆದವು. ವಿಜೇತ ತಂಡಗಳನ್ನು ಶಾಲೆಯ ಆಡಳಿತ ಮಂಡಳಿ ಅಭಿನಂದಿಸಿತು.: [762, 851, 938, 907]
portrait-image: [248, 138, 398, 316]
kushtagi-caption-area: [262, 780, 660, 814]
sports-inauguration-photo: [256, 850, 576, 1012]
kushtagi-col-a: [666, 562, 796, 802]
sdmc-body: ತಾಲ್ಲೂಕಿನ ಗ್ರಾಮದ ಸರ್ಕಾರಿ ಹಿರಿಯ ಪ್ರಾಥಮಿಕ ಶಾಲೆಯ ಎಸ್.ಡಿ.ಎಂ.ಸಿ ಅಧ್ಯಕ್ಷರಾಗಿ ಎಚ್.ಶಾಂತಕುಮಾರ್ ಹಾಗೂ ಉಪಾಧ್ಯಕ್ಷರಾಗಿ ಅವಿರೋಧವಾಗಿ ಆಯ್ಕೆಯಾದರು. ಪೋಷಕರ ಸಭೆಯಲ್ಲಿ ಸರ್ವಾನುಮತದಿಂದ ಆಯ್ಕೆ ನಡೆಯಿತು. ನೂತನ ಅಧ್ಯಕ್ಷರು ಶಾಲೆಯ ಅಭಿವೃದ್ಧಿಗೆ ಶ್ರಮಿಸುವುದಾಗಿ ಭರವಸೆ ನೀಡಿದರು. ಈ ಸಂದರ್ಭದಲ್ಲಿ ಮುಖ್ಯ ಶಿಕ್ಷಕರು, ಸಹ ಶಿಕ್ಷಕರು ಹಾಗೂ ಸದಸ್ಯರು ಉಪಸ್ಥಿತರಿದ್ದರು.: [430, 1107, 560, 1155]
sdmc-photo: [566, 1096, 802, 1186]
felicitation-photo: [262, 562, 660, 778]
